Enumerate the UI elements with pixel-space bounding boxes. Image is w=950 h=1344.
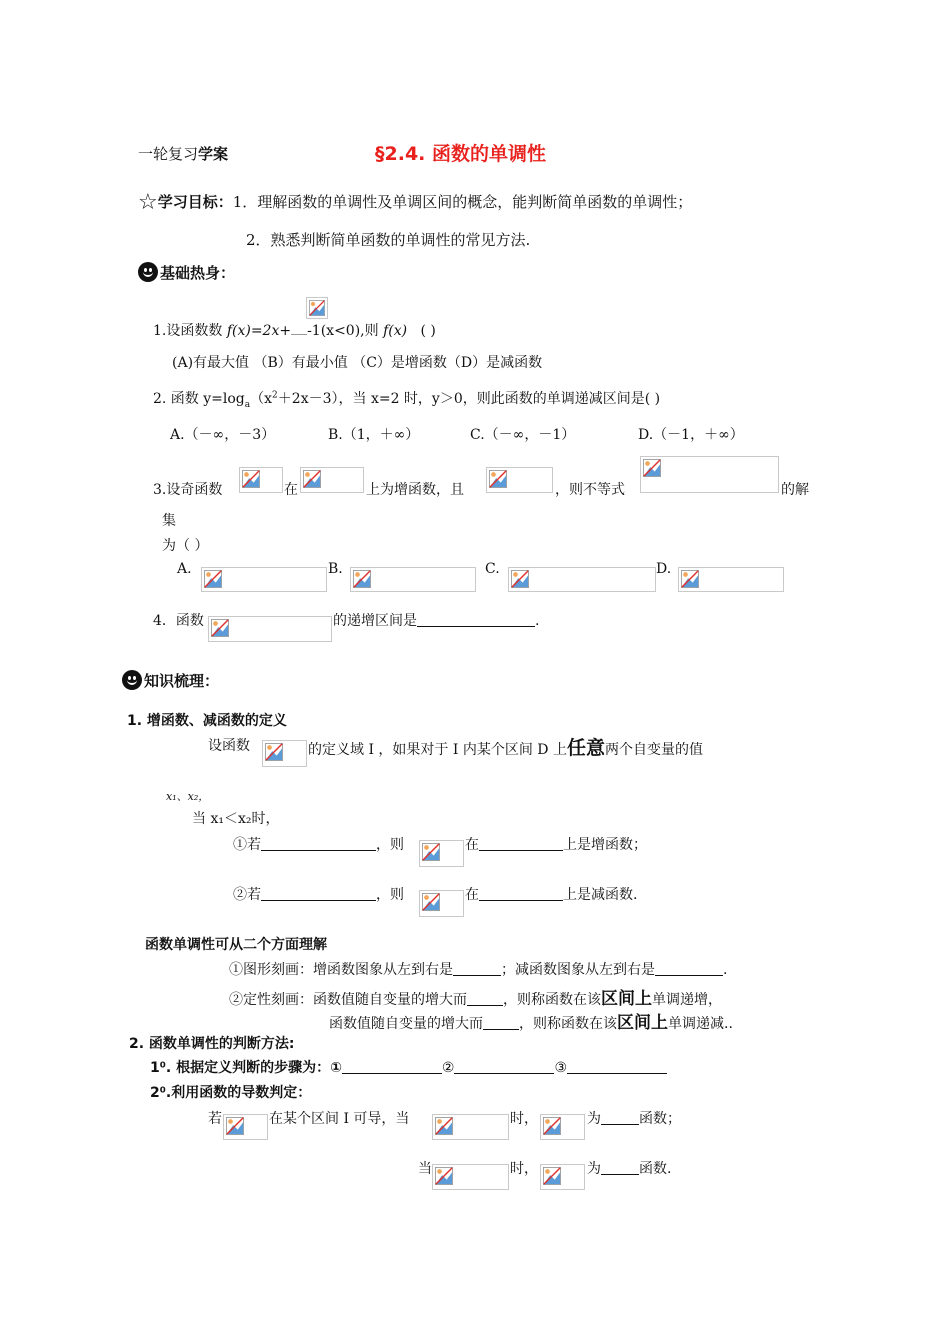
formula-image <box>419 890 464 917</box>
q1-fx: f(x)=2x+ <box>226 323 292 339</box>
s1-x1x2: x₁、x₂， <box>166 790 210 803</box>
two-aspects-heading: 函数单调性可从二个方面理解 <box>145 937 327 953</box>
q2-option-c: C.（－∞，－1） <box>470 427 576 443</box>
image-placeholder-icon <box>543 1167 561 1185</box>
s1-r1c: 在 <box>465 837 479 853</box>
answer-blank[interactable] <box>601 1110 639 1125</box>
q3-ji: 集 <box>162 513 176 529</box>
q2-text: 2. 函数 y=log <box>153 391 245 407</box>
section-2-title: 2. 函数单调性的判断方法: <box>129 1036 295 1052</box>
goals-heading: 学习目标： <box>157 193 233 211</box>
aspect-1 <box>229 959 727 979</box>
q3-option-d-label: D. <box>656 561 672 577</box>
answer-blank[interactable] <box>453 961 501 976</box>
q2-sup: 2 <box>272 390 278 401</box>
image-placeholder-icon <box>643 459 661 477</box>
image-placeholder-icon <box>211 619 229 637</box>
image-placeholder-icon <box>265 743 283 761</box>
s1-line1a: 设函数 <box>208 738 250 754</box>
q1-box <box>291 322 307 335</box>
formula-image <box>540 1114 585 1140</box>
s1-rule2b <box>465 884 637 904</box>
aspect-1-a: ①图形刻画：增函数图象从左到右是 <box>229 962 453 978</box>
knowledge-heading: 知识梳理： <box>144 672 220 690</box>
deriv-2b: 时， <box>510 1161 538 1177</box>
image-placeholder-icon <box>309 300 325 316</box>
aspect-1-c: . <box>723 962 728 978</box>
deriv-2c <box>587 1158 671 1178</box>
deriv-2d: 函数. <box>639 1161 672 1177</box>
formula-image <box>432 1164 509 1190</box>
q3-option-b-label: B. <box>328 561 343 577</box>
answer-blank[interactable] <box>342 1059 442 1074</box>
deriv-1e: 函数； <box>639 1111 681 1127</box>
q4-end: . <box>535 613 540 629</box>
formula-image <box>300 467 364 493</box>
aspect-3 <box>329 1008 733 1033</box>
q2-rest1: （x <box>250 391 273 407</box>
formula-image <box>208 616 332 642</box>
q3-wei: 为（ ） <box>162 538 209 554</box>
aspect-1-b: ；减函数图象从左到右是 <box>501 962 655 978</box>
answer-blank[interactable] <box>483 1015 519 1030</box>
s1-rule1a <box>233 834 404 854</box>
deriv-2a: 当 <box>418 1161 432 1177</box>
method-1-b: ② <box>441 1060 455 1076</box>
answer-blank[interactable] <box>655 961 723 976</box>
s1-r2b: ，则 <box>376 887 404 903</box>
image-placeholder-icon <box>435 1167 453 1185</box>
q1-options: (A)有最大值 （B）有最小值 （C）是增函数（D）是减函数 <box>172 355 543 371</box>
image-placeholder-icon <box>511 570 529 588</box>
q1-mid: -1(x<0),则 <box>307 323 379 339</box>
s1-r1b: ，则 <box>376 837 404 853</box>
s1-r2a: ②若 <box>233 887 261 903</box>
warmup-heading: 基础热身： <box>160 264 236 282</box>
q2-sub: a <box>244 399 251 410</box>
q4-suffix-text: 的递增区间是 <box>333 613 417 629</box>
q3-option-d-image <box>678 567 784 592</box>
q2-option-b: B.（1，＋∞） <box>328 427 420 443</box>
formula-image <box>419 840 464 867</box>
image-placeholder-icon <box>422 843 440 861</box>
formula-image <box>640 456 779 493</box>
formula-image <box>262 740 307 767</box>
answer-blank[interactable] <box>261 886 376 901</box>
smiley-icon <box>138 262 158 282</box>
q3-prefix: 3.设奇函数 <box>153 482 223 498</box>
answer-blank[interactable] <box>417 612 535 627</box>
deriv-1c: 时， <box>510 1111 538 1127</box>
q1-fx2: f(x) <box>383 323 408 339</box>
aspect-3-a: 函数值随自变量的增大而 <box>329 1016 483 1032</box>
image-placeholder-icon <box>204 570 222 588</box>
q2-option-d: D.（－1，＋∞） <box>638 427 744 443</box>
image-placeholder-icon <box>435 1117 453 1135</box>
aspect-2-d: 单调递增， <box>652 992 722 1008</box>
knowledge-heading-row <box>122 670 219 691</box>
aspect-3-d: 单调递减.. <box>668 1016 733 1032</box>
s1-line1 <box>308 733 703 760</box>
formula-image <box>486 467 553 493</box>
s1-rule2a <box>233 884 404 904</box>
goals-item-2: 2．熟悉判断简单函数的单调性的常见方法. <box>246 231 531 249</box>
s1-when: 当 x₁＜x₂时， <box>192 811 280 827</box>
warmup-heading-row <box>138 262 235 283</box>
image-placeholder-icon <box>543 1117 561 1135</box>
goals-item-1: 1．理解函数的单调性及单调区间的概念，能判断简单函数的单调性； <box>232 193 693 211</box>
q3-option-c-label: C. <box>485 561 500 577</box>
s1-line1c: 任意 <box>567 737 606 759</box>
deriv-1b: 在某个区间 I 可导，当 <box>269 1111 410 1127</box>
deriv-1a: 若 <box>208 1111 222 1127</box>
formula-image <box>432 1114 509 1140</box>
header-label <box>138 143 228 164</box>
q3-ineq: ，则不等式 <box>555 482 625 498</box>
q3-in: 在 <box>284 482 298 498</box>
question-1 <box>153 320 436 340</box>
q3-option-b-image <box>350 567 476 592</box>
s1-line1b: 的定义域 I ，如果对于 I 内某个区间 D 上 <box>308 742 567 758</box>
method-1 <box>150 1057 667 1077</box>
q4-suffix <box>333 610 539 630</box>
q4-prefix: 4．函数 <box>153 613 204 629</box>
aspect-2 <box>229 984 722 1009</box>
s1-line1d: 两个自变量的值 <box>605 742 704 758</box>
smiley-icon <box>122 670 142 690</box>
q3-option-c-image <box>508 567 656 592</box>
s1-r2d: 上是减函数. <box>563 887 638 903</box>
aspect-3-b: ，则称函数在该 <box>519 1016 617 1032</box>
method-1-a: 1⁰. 根据定义判断的步骤为：① <box>150 1060 342 1076</box>
method-2: 2⁰.利用函数的导数判定： <box>150 1085 312 1101</box>
formula-image <box>239 467 283 493</box>
formula-image <box>223 1114 268 1140</box>
goals-line-1 <box>138 190 692 215</box>
aspect-2-c: 区间上 <box>601 989 652 1009</box>
aspect-2-b: ，则称函数在该 <box>503 992 601 1008</box>
header-prefix: 一轮复习 <box>138 145 199 163</box>
q1-prefix: 1.设函数数 <box>153 323 223 339</box>
answer-blank[interactable] <box>479 836 563 851</box>
deriv-1d <box>587 1108 681 1128</box>
answer-blank[interactable] <box>601 1160 639 1175</box>
header-bold: 学案 <box>198 145 229 163</box>
section-1-title: 1. 增函数、减函数的定义 <box>127 713 287 729</box>
image-placeholder-icon <box>681 570 699 588</box>
deriv-2c-text: 为 <box>587 1161 601 1177</box>
image-placeholder-icon <box>489 470 507 488</box>
star-icon: ☆ <box>138 190 158 215</box>
image-placeholder-icon <box>422 893 440 911</box>
s1-rule1b <box>465 834 647 854</box>
s1-r2c: 在 <box>465 887 479 903</box>
answer-blank[interactable] <box>567 1059 667 1074</box>
deriv-1d-text: 为 <box>587 1111 601 1127</box>
formula-image <box>540 1164 585 1190</box>
image-placeholder-icon <box>226 1117 244 1135</box>
q1-paren: ( ) <box>420 323 436 339</box>
method-1-c: ③ <box>554 1060 568 1076</box>
image-placeholder-icon <box>242 470 260 488</box>
q3-option-a-image <box>201 567 327 592</box>
q3-option-a-label: A. <box>177 561 192 577</box>
answer-blank[interactable] <box>454 1059 554 1074</box>
answer-blank[interactable] <box>261 836 376 851</box>
q3-sol: 的解 <box>781 482 809 498</box>
q3-inc: 上为增函数，且 <box>366 482 464 498</box>
answer-blank[interactable] <box>467 991 503 1006</box>
page-title: §2.4. 函数的单调性 <box>375 143 546 165</box>
s1-r1d: 上是增函数； <box>563 837 647 853</box>
aspect-2-a: ②定性刻画：函数值随自变量的增大而 <box>229 992 467 1008</box>
image-placeholder-icon <box>353 570 371 588</box>
answer-blank[interactable] <box>479 886 563 901</box>
q2-rest2: ＋2x－3），当 x=2 时，y＞0，则此函数的单调递减区间是( ) <box>277 391 661 407</box>
image-placeholder-icon <box>303 470 321 488</box>
q2-option-a: A.（－∞，－3） <box>170 427 276 443</box>
question-2 <box>153 388 660 410</box>
formula-image <box>306 297 328 319</box>
aspect-3-c: 区间上 <box>617 1013 668 1033</box>
s1-r1a: ①若 <box>233 837 261 853</box>
